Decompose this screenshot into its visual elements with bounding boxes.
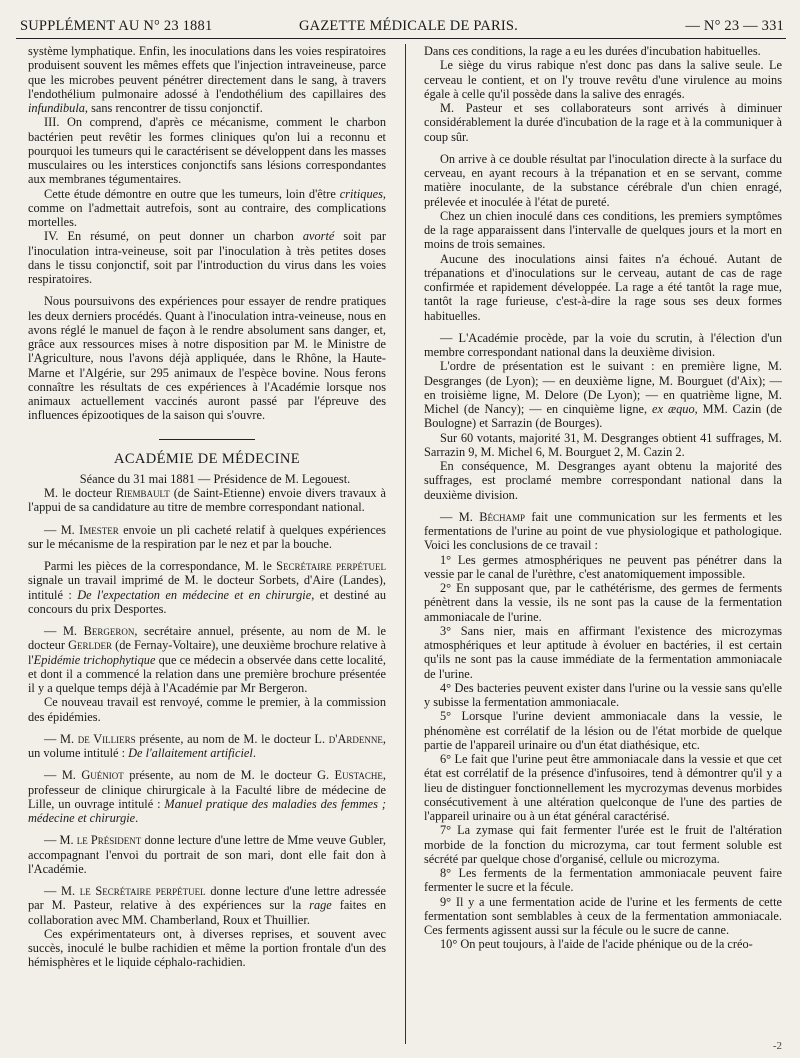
conclusion-item: 8° Les ferments de la fermentation ammoniacale peuvent faire fermenter le sucre et la fécule. [424,866,782,895]
right-column [424,44,782,952]
paragraph: — M. le Secrétaire perpétuel donne lecture d'une lettre adressée par M. Pasteur, relative à des expériences sur la rage faites en collaboration avec MM. Chamberland, Roux et Thuillier. [28,884,387,927]
paragraph: — M. Imester envoie un pli cacheté relatif à quelques expériences sur le mécanisme de la respiration par le nez et par la bouche. [28,522,386,551]
paragraph: L'ordre de présentation est le suivant : en première ligne, M. Desgranges (de Lyon); — en deuxième ligne, M. Bourguet (d'Aix); — en troisième ligne, M. Delore (De Lyon); — en quatrième ligne, M. Michel (de Nancy); — en cinquième ligne, ex æquo, MM. Cazin (de Boulogne) et Sarrazin (de Bourges). [424,359,783,431]
conclusion-item: 5° Lorsque l'urine devient ammoniacale dans la vessie, le phénomène est corrélatif de la lésion ou de l'état morbide de quelque partie de l'appareil urinaire ou d'un état diathésique, etc. [424,709,782,752]
footer-mark: -2 [772,1040,782,1052]
paragraph: — M. Guéniot présente, au nom de M. le docteur G. Eustache, professeur de clinique chirurgicale à la Faculté libre de médecine de Lille, un ouvrage intitulé : Manuel pratique des maladies des femmes ; médecine et chirurgie. [28,768,386,825]
paragraph: Aucune des inoculations ainsi faites n'a échoué. Autant de trépanations et d'inoculations sur le cerveau, autant de cas de rage confirmée et rapidement développée. La rage a été tantôt la rage mue, tantôt la rage furieuse, c'est-à-dire la rage sous ses deux formes habituelles. [424,251,782,323]
page-header [16,16,786,39]
paragraph: M. le docteur Riembault (de Saint-Etienne) envoie divers travaux à l'appui de sa candidature au titre de membre correspondant national. [28,486,387,515]
paragraph: On arrive à ce double résultat par l'inoculation directe à la surface du cerveau, en ayant recours à la trépanation et en se servant, comme matière inoculante, de la substance cérébrale d'un chien enragé, prélevée et inoculée à l'état de pureté. [424,151,782,209]
conclusion-item: 6° Le fait que l'urine peut être ammoniacale dans la vessie et que cet état est corrélatif de la présence d'infusoires, tend à démontrer qu'il y a lieu de distinguer fonctionnellement les mycrozymas devenus morbides consécutivement à une altération quelconque de l'une des parties de l'appareil urinaire ou à un état général caractérisé. [424,752,782,823]
paragraph: III. On comprend, d'après ce mécanisme, comment le charbon bactérien peut revêtir les formes cliniques qu'on lui a reconnu et pourquoi les tumeurs qui le caractérisent se développent dans les masses musculaires ou les interstices conjonctifs sans lésions correspondantes aux membranes tégumentaires. [28,115,386,187]
conclusion-item: 3° Sans nier, mais en affirmant l'existence des microzymas atmosphériques et leur aptitude à évoluer en bactéries, il est certain qu'ils ne sont pas la cause immédiate de la fermentation ammoniacale de l'urine. [424,623,782,681]
conclusion-item: 1° Les germes atmosphériques ne peuvent pas pénétrer dans la vessie par le canal de l'urèthre, c'est anatomiquement impossible. [424,552,782,581]
header-supplement: SUPPLÉMENT AU N° 23 1881 [20,18,213,34]
paragraph: — L'Académie procède, par la voie du scrutin, à l'élection d'un membre correspondant national dans la deuxième division. [424,330,782,359]
paragraph: système lymphatique. Enfin, les inoculations dans les voies respiratoires produisent souvent les mêmes effets que l'injection intraveineuse, parce que les microbes peuvent pénétrer directement dans le sang, à travers l'endothélium pulmonaire adossé à l'endothélium des capillaires des infundibula, sans rencontrer de tissu conjonctif. [28,44,386,115]
paragraph: En conséquence, M. Desgranges ayant obtenu la majorité des suffrages, est proclamé membre correspondant national dans la deuxième division. [424,459,782,502]
paragraph: Sur 60 votants, majorité 31, M. Desgranges obtient 41 suffrages, M. Sarrazin 9, M. Michel 6, M. Bourguet 2, M. Cazin 2. [424,430,782,459]
paragraph: Cette étude démontre en outre que les tumeurs, loin d'être critiques, comme on l'admettait autrefois, sont au contraire, des complications mortelles. [28,186,386,229]
paragraph: Le siège du virus rabique n'est donc pas dans la salive seule. Le cerveau le contient, et on l'y trouve revêtu d'une virulence au moins égale à celle qu'il possède dans la salive des enragés. [424,58,782,101]
conclusion-item: 4° Des bacteries peuvent exister dans l'urine ou la vessie sans qu'elle y subisse la fermentation ammoniacale. [424,680,782,709]
paragraph: Dans ces conditions, la rage a eu les durées d'incubation habituelles. [424,44,761,58]
paragraph: — M. le Président donne lecture d'une lettre de Mme veuve Gubler, accompagnant l'envoi du portrait de son mari, dont elle fait don à l'Académie. [28,833,386,876]
paragraph: Parmi les pièces de la correspondance, M. le Secrétaire perpétuel signale un travail imprimé de M. le docteur Sorbets, d'Aire (Landes), intitulé : De l'expectation en médecine et en chirurgie, et destiné au concours du prix Desportes. [28,559,386,616]
paragraph: — M. de Villiers présente, au nom de M. le docteur L. d'Ardenne, un volume intitulé : De l'allaitement artificiel. [28,731,386,760]
paragraph: Ces expérimentateurs ont, à diverses reprises, et souvent avec succès, inoculé le bulbe rachidien et même la portion frontale d'un des hémisphères et le liquide céphalo-rachidien. [28,926,386,970]
conclusion-item: 10° On peut toujours, à l'aide de l'acide phénique ou de la créo- [440,937,753,952]
column-divider [405,44,406,1044]
conclusion-item: 7° La zymase qui fait fermenter l'urée est le fruit de l'altération morbide de la fonction du microzyma, car tout ferment soluble est sécrété par quelque chose d'organisé, cellule ou microzyma. [424,823,782,866]
paragraph: Chez un chien inoculé dans ces conditions, les premiers symptômes de la rage apparaissent dans l'intervalle de quelques jours et la mort en moins de trois semaines. [424,208,782,252]
section-title: ACADÉMIE DE MÉDECINE [113,450,300,467]
paragraph: Nous poursuivons des expériences pour essayer de rendre pratiques les deux derniers procédés. Quant à l'inoculation intra-veineuse, nous en avons réglé le manuel de façon à le rendre absolument sans danger, et, grâce aux ressources mises à notre disposition par M. le Ministre de l'Agriculture, nous l'avons déjà appliquée, dans le Rhône, la Haute-Marne et l'Algérie, sur 295 animaux de l'espèce bovine. Nous ferons connaître les résultats de ces expériences à l'Académie lorsque nos animaux actuellement vaccinés auront passé par l'épreuve des influences épizootiques de la saison qui s'ouvre. [28,294,386,423]
section-divider [159,439,255,440]
session-line: Séance du 31 mai 1881 — Présidence de M. Legouest. [79,471,351,486]
paragraph: Ce nouveau travail est renvoyé, comme le premier, à la commission des épidémies. [28,695,386,724]
header-page-number: — N° 23 — 331 [685,18,784,34]
conclusion-item: 9° Il y a une fermentation acide de l'urine et les ferments de cette fermentation sont semblables à ceux de la fermentation ammoniacale. Ces ferments agissent aussi sur la fécule ou le sucre de canne. [424,894,782,937]
left-column [28,44,386,970]
paragraph: — M. Béchamp fait une communication sur les ferments et les fermentations de l'urine au point de vue physiologique et pathologique. Voici les conclusions de ce travail : [424,509,782,553]
paragraph: IV. En résumé, on peut donner un charbon avorté soit par l'inoculation intra-veineuse, soit par l'inoculation à très petites doses dans le tissu conjonctif, soit par l'introduction du virus dans les voies respiratoires. [28,229,386,286]
header-journal-title: GAZETTE MÉDICALE DE PARIS. [299,18,518,34]
paragraph: — M. Bergeron, secrétaire annuel, présente, au nom de M. le docteur Gerlder (de Fernay-Voltaire), une deuxième brochure relative à l'Epidémie trichophytique que ce médecin a observée dans cette localité, et dont il a commencé la relation dans une première brochure présentée il y a quelque temps déjà à l'Académie par Mr Bergeron. [28,624,386,695]
paragraph: M. Pasteur et ses collaborateurs sont arrivés à diminuer considérablement la durée d'incubation de la rage et à la communiquer à coup sûr. [424,101,782,144]
conclusion-item: 2° En supposant que, par le cathétérisme, des germes de ferments pénètrent dans la vessie, ils ne sont pas la cause de la fermentation ammoniacale de l'urine. [424,581,782,624]
